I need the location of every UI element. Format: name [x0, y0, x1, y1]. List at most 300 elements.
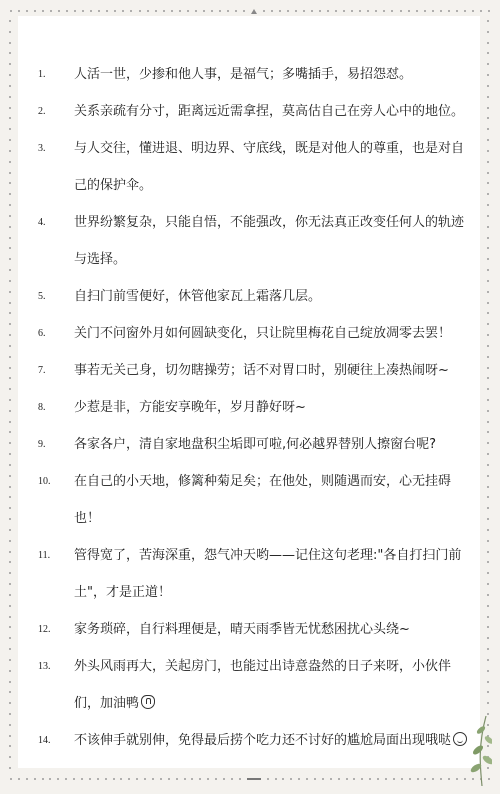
list-item [18, 426, 480, 463]
item-number: 2. [38, 106, 46, 117]
item-text-content: 关门不问窗外月如何圆缺变化，只让院里梅花自己绽放凋零去罢！ [74, 326, 452, 341]
border-dot [472, 10, 474, 12]
border-dot [367, 10, 369, 12]
border-dot [487, 107, 489, 109]
border-dot [9, 150, 11, 152]
border-dot [9, 258, 11, 260]
border-dot [9, 345, 11, 347]
border-dot [487, 20, 489, 22]
border-dot [9, 626, 11, 628]
border-dot [487, 648, 489, 650]
left-border [8, 20, 12, 770]
item-text [74, 463, 470, 537]
border-dot [385, 778, 387, 780]
border-dot [487, 702, 489, 704]
border-dot [34, 778, 36, 780]
border-dot [487, 269, 489, 271]
border-dot [155, 10, 157, 12]
border-dot [203, 10, 205, 12]
border-dot [114, 10, 116, 12]
border-dot [9, 421, 11, 423]
border-dot [223, 778, 225, 780]
border-dot [487, 529, 489, 531]
border-dot [9, 193, 11, 195]
item-number: 5. [38, 291, 46, 302]
border-dot [9, 670, 11, 672]
border-dot [9, 691, 11, 693]
item-number: 14. [38, 735, 51, 746]
item-text-content: 事若无关己身，切勿瞎操劳；话不对胃口时，别硬往上凑热闹呀~ [74, 363, 449, 378]
border-dot [487, 442, 489, 444]
border-dot [282, 778, 284, 780]
border-dot [9, 85, 11, 87]
border-dot [487, 540, 489, 542]
item-text [74, 315, 470, 352]
item-number: 8. [38, 402, 46, 413]
border-dot [9, 334, 11, 336]
border-dot [487, 42, 489, 44]
border-dot [487, 388, 489, 390]
border-dot [9, 453, 11, 455]
border-dot [424, 10, 426, 12]
border-dot [98, 10, 100, 12]
border-dot [176, 778, 178, 780]
list-item [18, 278, 480, 315]
border-dot [487, 172, 489, 174]
border-dot [9, 475, 11, 477]
border-dot [89, 778, 91, 780]
list-item [18, 315, 480, 352]
border-dot [9, 518, 11, 520]
border-dot [9, 172, 11, 174]
border-dot [391, 10, 393, 12]
item-number: 1. [38, 69, 46, 80]
border-dot [195, 10, 197, 12]
border-dot [353, 778, 355, 780]
item-text-content: 管得宽了，苦海深重，怨气冲天哟——记住这句老理:"各自打扫门前土"，才是正道！ [74, 548, 462, 600]
item-text [74, 278, 470, 315]
top-border [10, 8, 490, 14]
bottom-border [10, 776, 490, 782]
border-dot [346, 778, 348, 780]
item-text [74, 389, 470, 426]
border-dot [487, 367, 489, 369]
border-dot [456, 10, 458, 12]
item-number: 11. [38, 550, 51, 561]
item-text [74, 722, 470, 759]
border-dot [9, 637, 11, 639]
border-dot [184, 778, 186, 780]
paper-sheet [18, 16, 480, 768]
border-dot [306, 778, 308, 780]
border-dot [97, 778, 99, 780]
border-dot [487, 605, 489, 607]
item-text-content: 自扫门前雪便好，休管他家瓦上霜落几层。 [74, 289, 322, 304]
border-dot [487, 496, 489, 498]
leaf-icon [452, 706, 492, 786]
border-dot [120, 778, 122, 780]
border-dot [487, 182, 489, 184]
item-number: 13. [38, 661, 51, 672]
border-dot [432, 10, 434, 12]
border-dot [9, 215, 11, 217]
item-text [74, 93, 470, 130]
border-dot [9, 702, 11, 704]
border-dot [9, 583, 11, 585]
border-dot [487, 421, 489, 423]
border-dot [314, 778, 316, 780]
list-item [18, 130, 480, 204]
border-dot [49, 778, 51, 780]
border-dot [9, 280, 11, 282]
border-dot [9, 128, 11, 130]
list-item [18, 93, 480, 130]
border-dot [311, 10, 313, 12]
border-dot [487, 85, 489, 87]
border-dot [440, 778, 442, 780]
border-dot [243, 10, 245, 12]
border-dot [9, 247, 11, 249]
border-dot [9, 31, 11, 33]
border-dot [487, 356, 489, 358]
item-number: 6. [38, 328, 46, 339]
border-dot [9, 551, 11, 553]
border-dot [330, 778, 332, 780]
border-dot [9, 52, 11, 54]
border-dot [105, 778, 107, 780]
border-dot [9, 356, 11, 358]
border-dot [267, 778, 269, 780]
border-dot [147, 10, 149, 12]
border-dot [401, 778, 403, 780]
border-dot [9, 713, 11, 715]
item-number: 7. [38, 365, 46, 376]
border-dot [487, 486, 489, 488]
border-dot [487, 63, 489, 65]
border-dot [152, 778, 154, 780]
border-dot [448, 778, 450, 780]
border-dot [359, 10, 361, 12]
border-dot [9, 745, 11, 747]
border-dot [487, 377, 489, 379]
border-dot [9, 161, 11, 163]
border-dot [199, 778, 201, 780]
border-dot [487, 237, 489, 239]
border-dot [327, 10, 329, 12]
border-dot [163, 10, 165, 12]
border-dot [144, 778, 146, 780]
border-dot [338, 778, 340, 780]
border-dot [34, 10, 36, 12]
border-dot [9, 659, 11, 661]
border-dot [9, 496, 11, 498]
border-dot [9, 767, 11, 769]
item-text-content: 世界纷繁复杂，只能自悟，不能强改，你无法真正改变任何人的轨迹与选择。 [74, 215, 465, 267]
border-dot [487, 345, 489, 347]
quote-list [18, 56, 480, 759]
border-dot [9, 107, 11, 109]
border-dot [343, 10, 345, 12]
border-dot [361, 778, 363, 780]
border-dot [9, 269, 11, 271]
border-dot [66, 10, 68, 12]
border-dot [26, 10, 28, 12]
hand-emoji-icon [141, 695, 155, 709]
border-dot [9, 561, 11, 563]
border-dot [487, 312, 489, 314]
border-dot [58, 10, 60, 12]
border-dot [211, 10, 213, 12]
border-dot [9, 529, 11, 531]
border-mark [251, 9, 257, 14]
border-dot [73, 778, 75, 780]
item-text [74, 426, 470, 463]
border-dot [369, 778, 371, 780]
border-dot [9, 312, 11, 314]
border-dot [448, 10, 450, 12]
border-dot [9, 117, 11, 119]
right-border [486, 20, 490, 770]
border-dot [487, 691, 489, 693]
border-dot [417, 778, 419, 780]
border-dot [9, 540, 11, 542]
border-dot [432, 778, 434, 780]
border-dot [408, 10, 410, 12]
item-text [74, 352, 470, 389]
border-dot [298, 778, 300, 780]
border-dot [487, 215, 489, 217]
border-dot [416, 10, 418, 12]
border-dot [9, 74, 11, 76]
border-dot [9, 226, 11, 228]
border-dot [487, 572, 489, 574]
border-dot [383, 10, 385, 12]
border-dot [168, 778, 170, 780]
border-dot [351, 10, 353, 12]
item-text [74, 648, 470, 722]
border-dot [487, 31, 489, 33]
item-text [74, 204, 470, 278]
border-dot [487, 518, 489, 520]
border-dot [424, 778, 426, 780]
border-dot [279, 10, 281, 12]
border-dot [487, 464, 489, 466]
border-dot [400, 10, 402, 12]
list-item [18, 537, 480, 611]
border-dot [9, 724, 11, 726]
border-dot [10, 10, 12, 12]
border-dot [487, 193, 489, 195]
list-item [18, 463, 480, 537]
item-text-content: 家务琐碎，自行料理便是，晴天雨季皆无忧愁困扰心头绕~ [74, 622, 410, 637]
border-dot [440, 10, 442, 12]
item-text-content: 不该伸手就别伸，免得最后捞个吃力还不讨好的尴尬局面出现哦哒 [74, 733, 452, 748]
border-dot [26, 778, 28, 780]
border-dot [122, 10, 124, 12]
border-dot [9, 139, 11, 141]
border-dot [335, 10, 337, 12]
border-dot [9, 616, 11, 618]
border-dot [215, 778, 217, 780]
border-dot [9, 486, 11, 488]
border-dot [18, 10, 20, 12]
border-dot [81, 778, 83, 780]
border-dot [130, 10, 132, 12]
border-dot [487, 561, 489, 563]
border-dot [487, 139, 489, 141]
border-dot [9, 735, 11, 737]
border-dot [74, 10, 76, 12]
border-dot [9, 237, 11, 239]
border-dot [487, 96, 489, 98]
item-text-content: 各家各户，清自家地盘积尘垢即可啦,何必越界替别人擦窗台呢? [74, 437, 437, 452]
border-dot [487, 52, 489, 54]
border-dot [9, 182, 11, 184]
border-dot [487, 302, 489, 304]
item-text-content: 少惹是非，方能安享晚年，岁月静好呀~ [74, 400, 306, 415]
border-dot [9, 605, 11, 607]
border-dot [9, 20, 11, 22]
list-item [18, 56, 480, 93]
border-dot [191, 778, 193, 780]
border-dot [9, 431, 11, 433]
border-mark [247, 778, 261, 780]
border-dot [9, 648, 11, 650]
border-dot [487, 323, 489, 325]
border-dot [231, 778, 233, 780]
border-dot [487, 128, 489, 130]
item-text [74, 537, 470, 611]
border-dot [487, 616, 489, 618]
border-dot [322, 778, 324, 780]
border-dot [9, 96, 11, 98]
border-dot [487, 258, 489, 260]
border-dot [480, 10, 482, 12]
border-dot [42, 10, 44, 12]
border-dot [487, 247, 489, 249]
border-dot [487, 74, 489, 76]
border-dot [9, 323, 11, 325]
border-dot [488, 10, 490, 12]
item-number: 4. [38, 217, 46, 228]
border-dot [179, 10, 181, 12]
border-dot [227, 10, 229, 12]
border-dot [128, 778, 130, 780]
border-dot [375, 10, 377, 12]
border-dot [42, 778, 44, 780]
list-item [18, 352, 480, 389]
border-dot [9, 572, 11, 574]
border-dot [9, 204, 11, 206]
item-text-content: 人活一世，少掺和他人事，是福气；多嘴插手，易招怨怼。 [74, 67, 413, 82]
border-dot [393, 778, 395, 780]
border-dot [9, 42, 11, 44]
border-dot [82, 10, 84, 12]
border-dot [295, 10, 297, 12]
border-dot [50, 10, 52, 12]
border-dot [9, 399, 11, 401]
border-dot [487, 399, 489, 401]
border-dot [9, 594, 11, 596]
border-dot [65, 778, 67, 780]
item-number: 12. [38, 624, 51, 635]
border-dot [271, 10, 273, 12]
border-dot [487, 475, 489, 477]
border-dot [377, 778, 379, 780]
border-dot [10, 778, 12, 780]
list-item [18, 722, 480, 759]
border-dot [239, 778, 241, 780]
border-dot [9, 63, 11, 65]
list-item [18, 611, 480, 648]
border-dot [9, 507, 11, 509]
border-dot [487, 204, 489, 206]
border-dot [219, 10, 221, 12]
border-dot [319, 10, 321, 12]
border-dot [290, 778, 292, 780]
border-dot [9, 291, 11, 293]
border-dot [487, 551, 489, 553]
border-dot [207, 778, 209, 780]
border-dot [487, 291, 489, 293]
border-dot [487, 431, 489, 433]
item-text-content: 关系亲疏有分寸，距离远近需拿捏，莫高估自己在旁人心中的地位。 [74, 104, 465, 119]
border-dot [9, 464, 11, 466]
border-dot [9, 442, 11, 444]
border-dot [487, 410, 489, 412]
border-dot [263, 10, 265, 12]
border-dot [487, 659, 489, 661]
border-dot [187, 10, 189, 12]
border-dot [113, 778, 115, 780]
border-dot [275, 778, 277, 780]
item-text-content: 与人交往，懂进退、明边界、守底线，既是对他人的尊重，也是对自己的保护伞。 [74, 141, 465, 193]
border-dot [487, 583, 489, 585]
item-text [74, 56, 470, 93]
item-text-content: 在自己的小天地，修篱种菊足矣；在他处，则随遇而安，心无挂碍也！ [74, 474, 452, 526]
border-dot [9, 377, 11, 379]
border-dot [9, 302, 11, 304]
border-dot [409, 778, 411, 780]
border-dot [171, 10, 173, 12]
border-dot [106, 10, 108, 12]
list-item [18, 389, 480, 426]
border-dot [487, 117, 489, 119]
border-dot [9, 756, 11, 758]
border-dot [90, 10, 92, 12]
item-text [74, 611, 470, 648]
border-dot [287, 10, 289, 12]
item-number: 9. [38, 439, 46, 450]
border-dot [487, 507, 489, 509]
border-dot [487, 226, 489, 228]
item-text-content: 外头风雨再大，关起房门，也能过出诗意盎然的日子来呀，小伙伴们，加油鸭 [74, 659, 452, 711]
border-dot [487, 594, 489, 596]
border-dot [9, 681, 11, 683]
border-dot [139, 10, 141, 12]
list-item [18, 648, 480, 722]
border-dot [487, 626, 489, 628]
border-dot [487, 670, 489, 672]
item-number: 10. [38, 476, 51, 487]
border-dot [487, 637, 489, 639]
border-dot [160, 778, 162, 780]
border-dot [487, 681, 489, 683]
border-dot [487, 150, 489, 152]
border-dot [18, 778, 20, 780]
border-dot [464, 10, 466, 12]
border-dot [235, 10, 237, 12]
